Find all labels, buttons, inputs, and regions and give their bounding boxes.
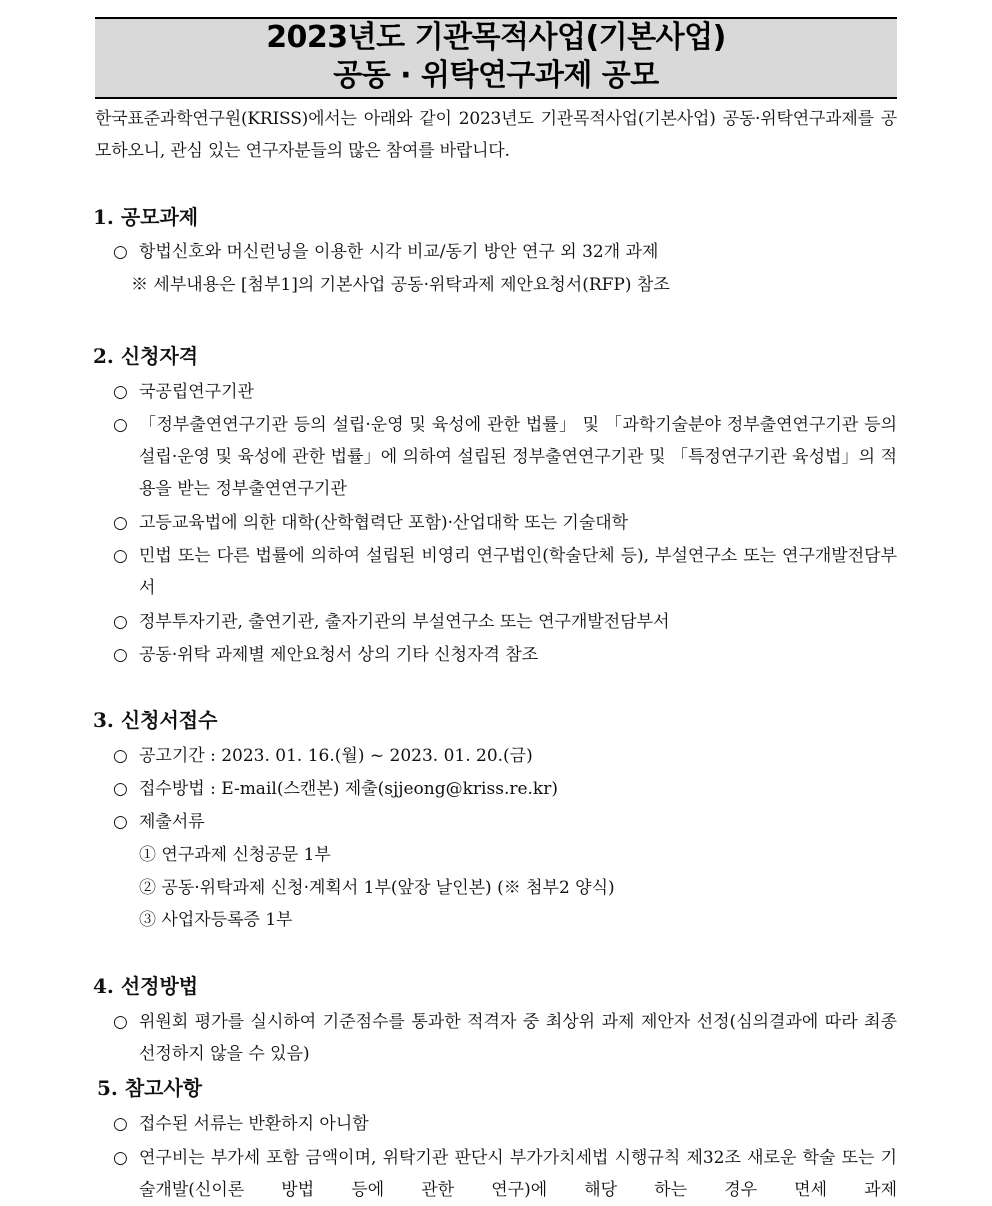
section-2-item-5: 정부투자기관, 출연기관, 출자기관의 부설연구소 또는 연구개발전담부서 bbox=[139, 612, 670, 632]
document-list-item-2: ② 공동·위탁과제 신청·계획서 1부(앞장 날인본) (※ 첨부2 양식) bbox=[139, 878, 615, 898]
bullet-icon: ○ bbox=[113, 513, 128, 533]
bullet-icon: ○ bbox=[113, 1012, 128, 1032]
bullet-icon: ○ bbox=[113, 546, 128, 566]
title-line-1: 2023년도 기관목적사업(기본사업) bbox=[266, 20, 726, 55]
bullet-icon: ○ bbox=[113, 415, 128, 435]
bullet-icon: ○ bbox=[113, 1114, 128, 1134]
bullet-icon: ○ bbox=[113, 779, 128, 799]
section-2-item-1: 국공립연구기관 bbox=[139, 382, 254, 402]
bullet-icon: ○ bbox=[113, 612, 128, 632]
bullet-icon: ○ bbox=[113, 382, 128, 402]
bullet-icon: ○ bbox=[113, 746, 128, 766]
section-1-note: ※ 세부내용은 [첨부1]의 기본사업 공동·위탁과제 제안요청서(RFP) 참조 bbox=[131, 275, 670, 295]
title-line-2: 공동 · 위탁연구과제 공모 bbox=[333, 58, 659, 93]
section-4-item-1: 위원회 평가를 실시하여 기준점수를 통과한 적격자 중 최상위 과제 제안자 선정(심의결과에 따라 최종 선정하지 않을 수 있음) bbox=[139, 1012, 897, 1064]
section-3-title: 3. 신청서접수 bbox=[93, 708, 218, 732]
document-list-item-3: ③ 사업자등록증 1부 bbox=[139, 910, 293, 930]
intro-paragraph: 한국표준과학연구원(KRISS)에서는 아래와 같이 2023년도 기관목적사업(기본사업) 공동·위탁연구과제를 공모하오니, 관심 있는 연구자분들의 많은 참여를 바랍니다. bbox=[95, 109, 897, 161]
section-2-item-3: 고등교육법에 의한 대학(산학협력단 포함)·산업대학 또는 기술대학 bbox=[139, 513, 629, 533]
section-1-title: 1. 공모과제 bbox=[93, 205, 199, 229]
section-3-item-1: 공고기간 : 2023. 01. 16.(월) ~ 2023. 01. 20.(금) bbox=[139, 746, 533, 766]
bullet-icon: ○ bbox=[113, 645, 128, 665]
bullet-icon: ○ bbox=[113, 1148, 128, 1168]
section-2-title: 2. 신청자격 bbox=[93, 344, 199, 368]
section-2-item-2: 「정부출연연구기관 등의 설립·운영 및 육성에 관한 법률」 및 「과학기술분야 정부출연연구기관 등의 설립·운영 및 육성에 관한 법률」에 의하여 설립된 정부출연연구기관 및 「특정연구기관 육성법」의 적용을 받는 정부출연연구기관 bbox=[139, 415, 897, 499]
section-2-item-4: 민법 또는 다른 법률에 의하여 설립된 비영리 연구법인(학술단체 등), 부설연구소 또는 연구개발전담부서 bbox=[139, 546, 897, 598]
section-5-title: 5. 참고사항 bbox=[97, 1076, 203, 1100]
section-3-item-2: 접수방법 : E-mail(스캔본) 제출(sjjeong@kriss.re.kr) bbox=[139, 779, 558, 799]
section-2-item-6: 공동·위탁 과제별 제안요청서 상의 기타 신청자격 참조 bbox=[139, 645, 539, 665]
section-1-item-1: 항법신호와 머신런닝을 이용한 시각 비교/동기 방안 연구 외 32개 과제 bbox=[139, 242, 659, 262]
section-5-item-1: 접수된 서류는 반환하지 아니함 bbox=[139, 1114, 369, 1134]
section-4-title: 4. 선정방법 bbox=[93, 974, 199, 998]
document-list-item-1: ① 연구과제 신청공문 1부 bbox=[139, 845, 331, 865]
title-box bbox=[95, 17, 897, 99]
section-3-item-3: 제출서류 bbox=[139, 812, 205, 832]
section-5-item-2: 연구비는 부가세 포함 금액이며, 위탁기관 판단시 부가가치세법 시행규칙 제32조 새로운 학술 또는 기술개발(신이론 방법 등에 관한 연구)에 해당 하는 경우 면세 과제 bbox=[139, 1148, 897, 1200]
bullet-icon: ○ bbox=[113, 242, 128, 262]
bullet-icon: ○ bbox=[113, 812, 128, 832]
